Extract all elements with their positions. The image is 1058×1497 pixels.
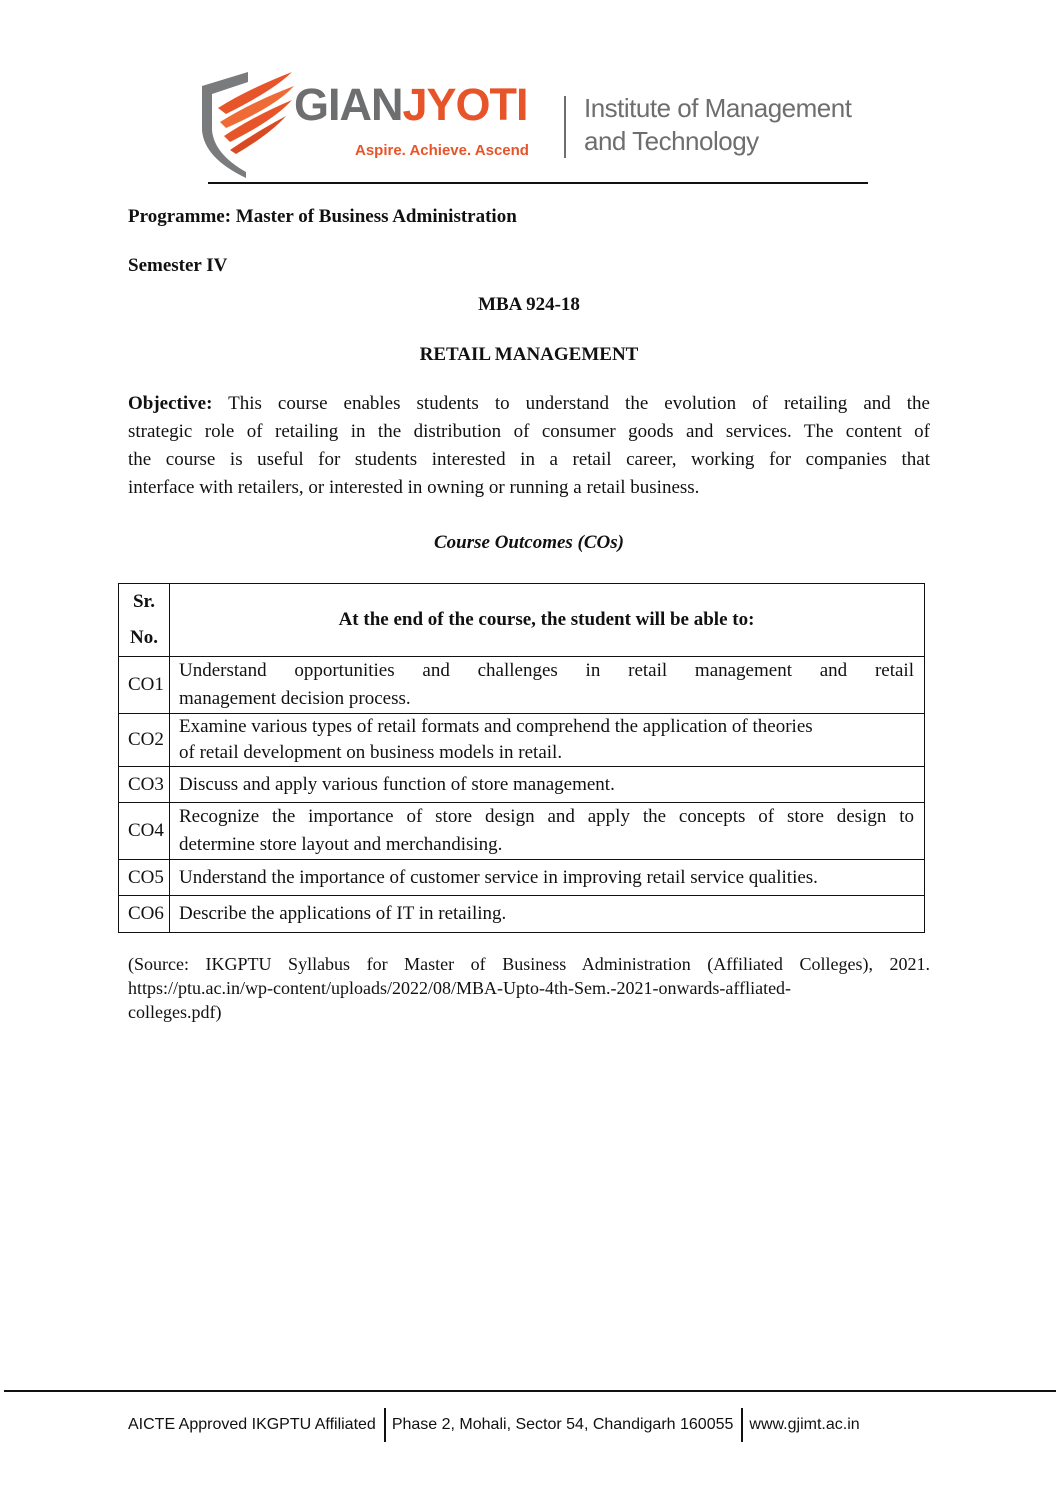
- co-id: CO2: [119, 714, 170, 767]
- source-citation: (Source: IKGPTU Syllabus for Master of Business Administration (Affiliated Colleges), 2021. https://ptu.ac.in/wp-content/uploads/2022/08/MBA-Upto-4th-Sem.-2021-onwards-affliated- colleges.pdf): [128, 954, 930, 1022]
- table-header-row: [119, 584, 925, 657]
- co-id: CO1: [119, 657, 170, 714]
- letterhead: [190, 64, 870, 182]
- footer-divider: [741, 1408, 743, 1442]
- table-row: [119, 767, 925, 803]
- table-row: [119, 714, 925, 767]
- co-id: CO5: [119, 860, 170, 896]
- header-divider: [564, 96, 566, 158]
- footer-address: Phase 2, Mohali, Sector 54, Chandigarh 160055: [391, 1416, 734, 1433]
- sr-no-header: Sr. No.: [119, 584, 170, 657]
- description-header: At the end of the course, the student will be able to:: [170, 584, 925, 657]
- header-rule: [208, 182, 868, 184]
- footer-divider: [384, 1408, 386, 1442]
- programme-line: Programme: Master of Business Administration: [128, 206, 517, 227]
- objective-paragraph: Objective: This course enables students to understand the evolution of retailing and the strategic role of retailing in the distribution of consumer goods and services. The content of the course is useful for students interested in a retail career, working for companies that interface with retailers, or interested in owning or running a retail business.: [128, 393, 930, 498]
- co-description: Understand opportunities and challenges in retail management and retail management decision process.: [170, 657, 925, 714]
- course-title: RETAIL MANAGEMENT: [419, 344, 639, 365]
- co-id: CO6: [119, 896, 170, 933]
- table-row: [119, 657, 925, 714]
- gianjyoti-shield-logo: [196, 68, 296, 178]
- semester-line: Semester IV: [128, 255, 228, 276]
- co-description: Understand the importance of customer service in improving retail service qualities.: [170, 860, 925, 896]
- brand-tagline: Aspire. Achieve. Ascend: [355, 142, 529, 159]
- table-row: [119, 803, 925, 860]
- course-code: MBA 924-18: [478, 294, 580, 315]
- outcomes-heading: Course Outcomes (COs): [433, 532, 624, 553]
- co-id: CO3: [119, 767, 170, 803]
- source-url[interactable]: https://ptu.ac.in/wp-content/uploads/2022/08/MBA-Upto-4th-Sem.-2021-onwards-affliated-: [128, 978, 792, 998]
- co-id: CO4: [119, 803, 170, 860]
- table-row: [119, 896, 925, 933]
- footer-website-link[interactable]: www.gjimt.ac.in: [749, 1416, 860, 1433]
- co-description: Discuss and apply various function of store management.: [170, 767, 925, 803]
- page-footer: [128, 1408, 860, 1442]
- co-description: Examine various types of retail formats and comprehend the application of theories of retail development on business models in retail.: [170, 714, 925, 767]
- co-description: Recognize the importance of store design and apply the concepts of store design to determine store layout and merchandising.: [170, 803, 925, 860]
- footer-rule: [4, 1390, 1056, 1392]
- brand-wordmark: GIANJYOTI: [294, 79, 528, 130]
- table-row: [119, 860, 925, 896]
- objective-label: Objective:: [128, 393, 213, 414]
- course-outcomes-table: [118, 583, 925, 933]
- footer-approval: AICTE Approved IKGPTU Affiliated: [128, 1416, 376, 1433]
- co-description: Describe the applications of IT in retailing.: [170, 896, 925, 933]
- institute-name: Institute of Management and Technology: [584, 93, 852, 156]
